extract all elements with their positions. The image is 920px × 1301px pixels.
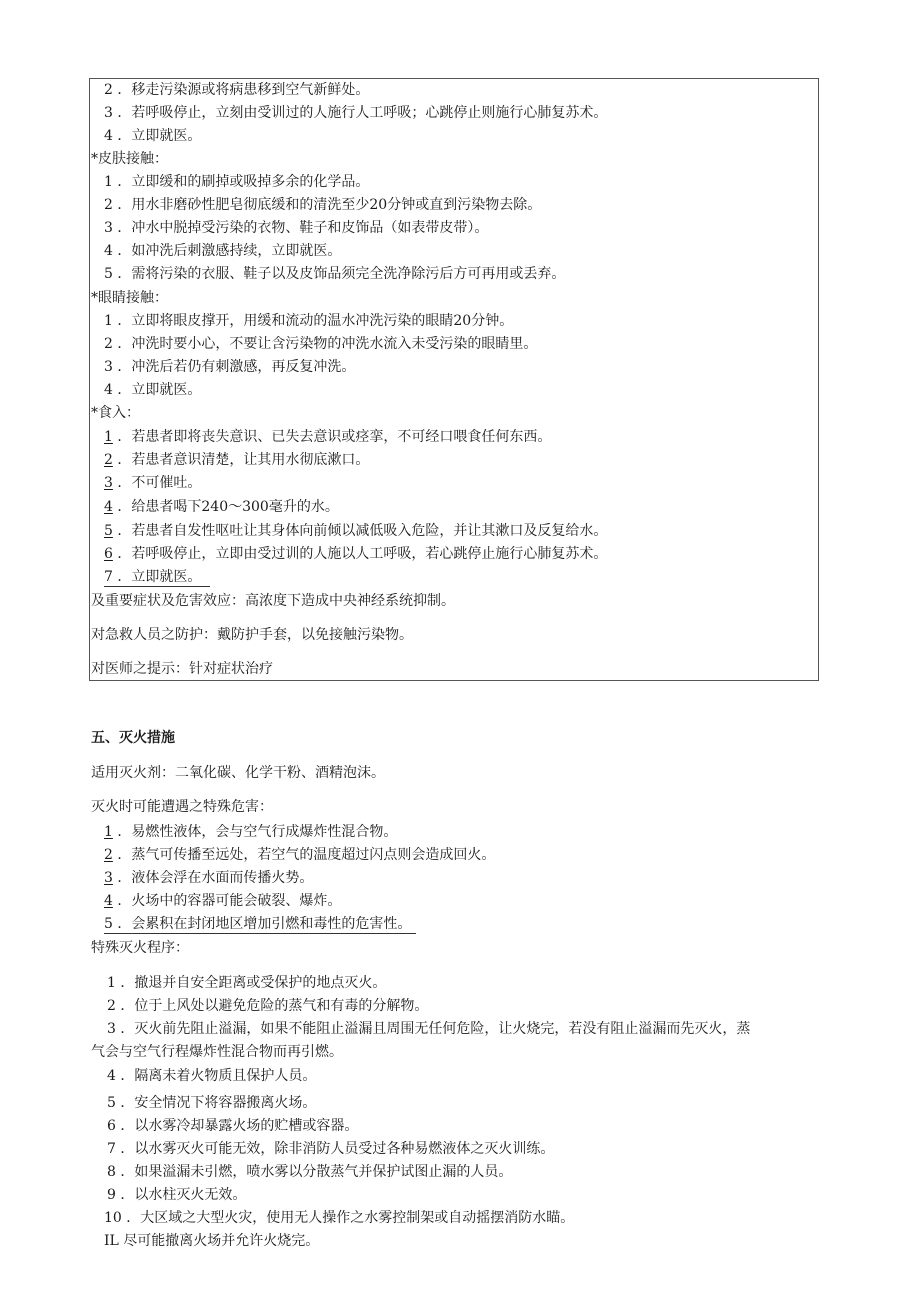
eye-item: 2 ．冲洗时要小心，不要让含污染物的冲洗水流入未受污染的眼睛里。 xyxy=(104,336,538,352)
skin-item: 1 ．立即缓和的刷掉或吸掉多余的化学品。 xyxy=(104,174,370,190)
physician-note-text: 对医师之提示：针对症状治疗 xyxy=(91,661,273,677)
hazard-item: 4 ．火场中的容器可能会破裂、爆炸。 xyxy=(104,893,342,909)
ingestion-item: 2 ．若患者意识清楚，让其用水彻底漱口。 xyxy=(104,452,370,468)
eye-item: 3 ．冲洗后若仍有刺激感，再反复冲洗。 xyxy=(104,359,356,375)
skin-item: 2 ．用水非磨砂性肥皂彻底缓和的清洗至少20分钟或直到污染物去除。 xyxy=(104,197,542,213)
procedure-item-continuation: 气会与空气行程爆炸性混合物而再引燃。 xyxy=(91,1044,343,1060)
inhalation-item: 2 ．移走污染源或将病患移到空气新鲜处。 xyxy=(104,82,370,98)
inhalation-item: 3 ．若呼吸停止，立刻由受训过的人施行人工呼吸；心跳停止则施行心肺复苏术。 xyxy=(104,105,608,121)
symptoms-text: 及重要症状及危害效应：高浓度下造成中央神经系统抑制。 xyxy=(91,593,455,609)
ingestion-item: 3 ．不可催吐。 xyxy=(104,475,202,491)
eye-item: 1 ．立即将眼皮撑开，用缓和流动的温水冲洗污染的眼睛20分钟。 xyxy=(104,313,514,329)
extinguishing-agents: 适用灭火剂：二氧化碳、化学干粉、酒精泡沫。 xyxy=(91,765,385,781)
procedure-heading: 特殊灭火程序： xyxy=(91,940,189,956)
skin-item: 5 ．需将污染的衣服、鞋子以及皮饰品须完全洗净除污后方可再用或丢弃。 xyxy=(104,266,566,282)
eye-heading: *眼睛接触： xyxy=(91,290,168,306)
ingestion-item: 5 ．若患者自发性呕吐让其身体向前倾以减低吸入危险，并让其漱口及反复给水。 xyxy=(104,523,608,539)
eye-item: 4 ．立即就医。 xyxy=(104,382,202,398)
procedure-item: 1 ．撤退并自安全距离或受保护的地点灭火。 xyxy=(107,975,387,991)
inhalation-item: 4 ．立即就医。 xyxy=(104,128,202,144)
procedure-item: 5 ．安全情况下将容器搬离火场。 xyxy=(107,1095,317,1111)
hazards-heading: 灭火时可能遭遇之特殊危害： xyxy=(91,799,273,815)
skin-heading: *皮肤接触： xyxy=(91,151,168,167)
procedure-item: 2 ．位于上风处以避免危险的蒸气和有毒的分解物。 xyxy=(107,998,429,1014)
hazard-item: 3 ．液体会浮在水面而传播火势。 xyxy=(104,870,314,886)
skin-item: 3 ．冲水中脱掉受污染的衣物、鞋子和皮饰品（如表带皮带）。 xyxy=(104,220,489,236)
hazard-item: 1 ．易燃性液体，会与空气行成爆炸性混合物。 xyxy=(104,824,398,840)
hazard-item: 2 ．蒸气可传播至远处，若空气的温度超过闪点则会造成回火。 xyxy=(104,847,496,863)
ingestion-item: 1 ．若患者即将丧失意识、已失去意识或痉挛，不可经口喂食任何东西。 xyxy=(104,429,552,445)
procedure-item: IL 尽可能撤离火场并允许火烧完。 xyxy=(104,1233,320,1249)
ingestion-item: 7 ．立即就医。 xyxy=(104,567,210,587)
procedure-item: 3 ．灭火前先阻止溢漏，如果不能阻止溢漏且周围无任何危险，让火烧完，若没有阻止溢漏而先灭火，蒸 xyxy=(107,1021,751,1037)
procedure-item: 7 ．以水雾灭火可能无效，除非消防人员受过各种易燃液体之灭火训练。 xyxy=(107,1141,555,1157)
rescuer-protection-text: 对急救人员之防护：戴防护手套，以免接触污染物。 xyxy=(91,627,413,643)
procedure-item: 4 ．隔离未着火物质且保护人员。 xyxy=(107,1068,317,1084)
ingestion-item: 4 ．给患者喝下240～300毫升的水。 xyxy=(104,499,339,515)
procedure-item: 6 ．以水雾冷却暴露火场的贮槽或容器。 xyxy=(107,1118,359,1134)
hazard-item: 5 ．会累积在封闭地区增加引燃和毒性的危害性。 xyxy=(104,914,416,934)
section-heading: 五、灭火措施 xyxy=(91,730,175,746)
procedure-item: 8 ．如果溢漏未引燃，喷水雾以分散蒸气并保护试图止漏的人员。 xyxy=(107,1164,513,1180)
skin-item: 4 ．如冲洗后刺激感持续，立即就医。 xyxy=(104,243,342,259)
ingestion-item: 6 ．若呼吸停止，立即由受过训的人施以人工呼吸，若心跳停止施行心肺复苏术。 xyxy=(104,546,608,562)
procedure-item: 9 ．以水柱灭火无效。 xyxy=(107,1187,247,1203)
procedure-item: 10 ．大区域之大型火灾，使用无人操作之水雾控制架或自动摇摆消防水瞄。 xyxy=(104,1210,575,1226)
ingestion-heading: *食入： xyxy=(91,405,140,421)
